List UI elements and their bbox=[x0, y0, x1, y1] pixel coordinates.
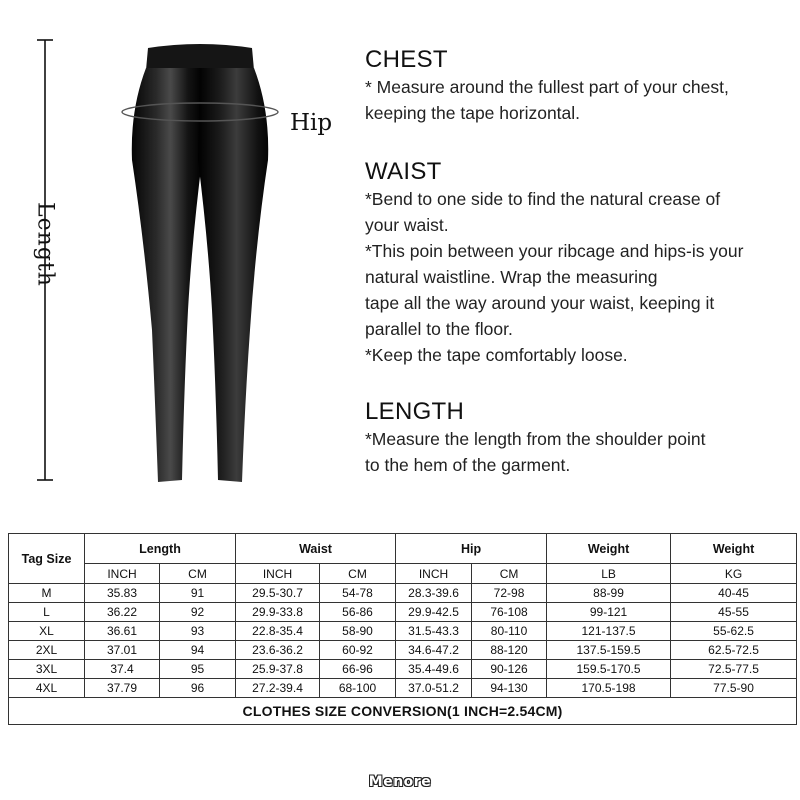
table-cell: 29.9-33.8 bbox=[236, 603, 320, 622]
size-cell: L bbox=[9, 603, 85, 622]
table-cell: 80-110 bbox=[472, 622, 547, 641]
table-cell: 60-92 bbox=[320, 641, 396, 660]
table-cell: 37.4 bbox=[85, 660, 160, 679]
table-cell: 29.9-42.5 bbox=[396, 603, 472, 622]
unit-cell: CM bbox=[320, 564, 396, 584]
table-cell: 23.6-36.2 bbox=[236, 641, 320, 660]
chest-title: CHEST bbox=[365, 46, 448, 73]
length-title: LENGTH bbox=[365, 398, 465, 425]
table-cell: 66-96 bbox=[320, 660, 396, 679]
table-cell: 36.61 bbox=[85, 622, 160, 641]
hip-header: Hip bbox=[396, 534, 547, 564]
table-cell: 92 bbox=[160, 603, 236, 622]
table-cell: 72-98 bbox=[472, 584, 547, 603]
unit-cell: KG bbox=[671, 564, 797, 584]
size-cell: M bbox=[9, 584, 85, 603]
unit-cell: INCH bbox=[236, 564, 320, 584]
table-cell: 68-100 bbox=[320, 679, 396, 698]
hip-label: Hip bbox=[290, 110, 333, 136]
table-cell: 27.2-39.4 bbox=[236, 679, 320, 698]
table-row bbox=[9, 660, 797, 679]
table-cell: 36.22 bbox=[85, 603, 160, 622]
chest-section bbox=[365, 46, 729, 126]
table-row bbox=[9, 603, 797, 622]
group-header-row bbox=[9, 534, 797, 564]
unit-cell: LB bbox=[547, 564, 671, 584]
brand-logo: Menore bbox=[368, 774, 432, 790]
waist-line: *Keep the tape comfortably loose. bbox=[365, 345, 628, 365]
table-cell: 72.5-77.5 bbox=[671, 660, 797, 679]
weight-lb-header: Weight bbox=[547, 534, 671, 564]
tag-size-header: Tag Size bbox=[9, 534, 85, 584]
table-row bbox=[9, 641, 797, 660]
table-cell: 58-90 bbox=[320, 622, 396, 641]
waist-title: WAIST bbox=[365, 158, 442, 185]
table-cell: 159.5-170.5 bbox=[547, 660, 671, 679]
length-line: to the hem of the garment. bbox=[365, 455, 571, 475]
table-cell: 29.5-30.7 bbox=[236, 584, 320, 603]
unit-cell: INCH bbox=[396, 564, 472, 584]
size-cell: 3XL bbox=[9, 660, 85, 679]
table-cell: 90-126 bbox=[472, 660, 547, 679]
leggings-image bbox=[100, 40, 300, 490]
waist-line: natural waistline. Wrap the measuring bbox=[365, 267, 658, 287]
unit-cell: CM bbox=[160, 564, 236, 584]
length-header: Length bbox=[85, 534, 236, 564]
table-row bbox=[9, 679, 797, 698]
table-cell: 37.01 bbox=[85, 641, 160, 660]
table-cell: 88-99 bbox=[547, 584, 671, 603]
chest-line: keeping the tape horizontal. bbox=[365, 103, 581, 123]
waist-line: parallel to the floor. bbox=[365, 319, 513, 339]
chest-line: * Measure around the fullest part of your chest, bbox=[365, 77, 729, 97]
table-cell: 37.79 bbox=[85, 679, 160, 698]
table-cell: 62.5-72.5 bbox=[671, 641, 797, 660]
table-cell: 88-120 bbox=[472, 641, 547, 660]
size-cell: 4XL bbox=[9, 679, 85, 698]
table-row bbox=[9, 622, 797, 641]
table-cell: 93 bbox=[160, 622, 236, 641]
table-row bbox=[9, 584, 797, 603]
table-cell: 31.5-43.3 bbox=[396, 622, 472, 641]
length-line: *Measure the length from the shoulder point bbox=[365, 429, 706, 449]
waist-header: Waist bbox=[236, 534, 396, 564]
length-label: Length bbox=[32, 202, 58, 287]
left-leg-shape bbox=[132, 68, 202, 482]
table-cell: 54-78 bbox=[320, 584, 396, 603]
unit-header-row bbox=[9, 564, 797, 584]
table-cell: 35.4-49.6 bbox=[396, 660, 472, 679]
table-cell: 94 bbox=[160, 641, 236, 660]
note-row bbox=[9, 698, 797, 725]
unit-cell: INCH bbox=[85, 564, 160, 584]
weight-kg-header: Weight bbox=[671, 534, 797, 564]
waist-section bbox=[365, 158, 743, 368]
table-cell: 94-130 bbox=[472, 679, 547, 698]
table-cell: 34.6-47.2 bbox=[396, 641, 472, 660]
size-chart-table bbox=[8, 533, 797, 725]
table-cell: 95 bbox=[160, 660, 236, 679]
unit-cell: CM bbox=[472, 564, 547, 584]
table-cell: 76-108 bbox=[472, 603, 547, 622]
table-cell: 99-121 bbox=[547, 603, 671, 622]
table-cell: 137.5-159.5 bbox=[547, 641, 671, 660]
waist-line: your waist. bbox=[365, 215, 449, 235]
table-cell: 56-86 bbox=[320, 603, 396, 622]
table-cell: 25.9-37.8 bbox=[236, 660, 320, 679]
table-cell: 28.3-39.6 bbox=[396, 584, 472, 603]
waist-line: tape all the way around your waist, keeping it bbox=[365, 293, 715, 313]
table-cell: 121-137.5 bbox=[547, 622, 671, 641]
table-cell: 40-45 bbox=[671, 584, 797, 603]
waistband-shape bbox=[146, 44, 254, 70]
size-cell: XL bbox=[9, 622, 85, 641]
table-cell: 77.5-90 bbox=[671, 679, 797, 698]
table-cell: 35.83 bbox=[85, 584, 160, 603]
length-section bbox=[365, 398, 705, 478]
table-cell: 22.8-35.4 bbox=[236, 622, 320, 641]
table-cell: 91 bbox=[160, 584, 236, 603]
waist-line: *This poin between your ribcage and hips-is your bbox=[365, 241, 744, 261]
table-cell: 96 bbox=[160, 679, 236, 698]
right-leg-shape bbox=[198, 68, 268, 482]
table-cell: 170.5-198 bbox=[547, 679, 671, 698]
table-cell: 37.0-51.2 bbox=[396, 679, 472, 698]
conversion-note: CLOTHES SIZE CONVERSION(1 INCH=2.54CM) bbox=[9, 698, 797, 725]
table-cell: 55-62.5 bbox=[671, 622, 797, 641]
table-cell: 45-55 bbox=[671, 603, 797, 622]
size-cell: 2XL bbox=[9, 641, 85, 660]
waist-line: *Bend to one side to find the natural crease of bbox=[365, 189, 721, 209]
